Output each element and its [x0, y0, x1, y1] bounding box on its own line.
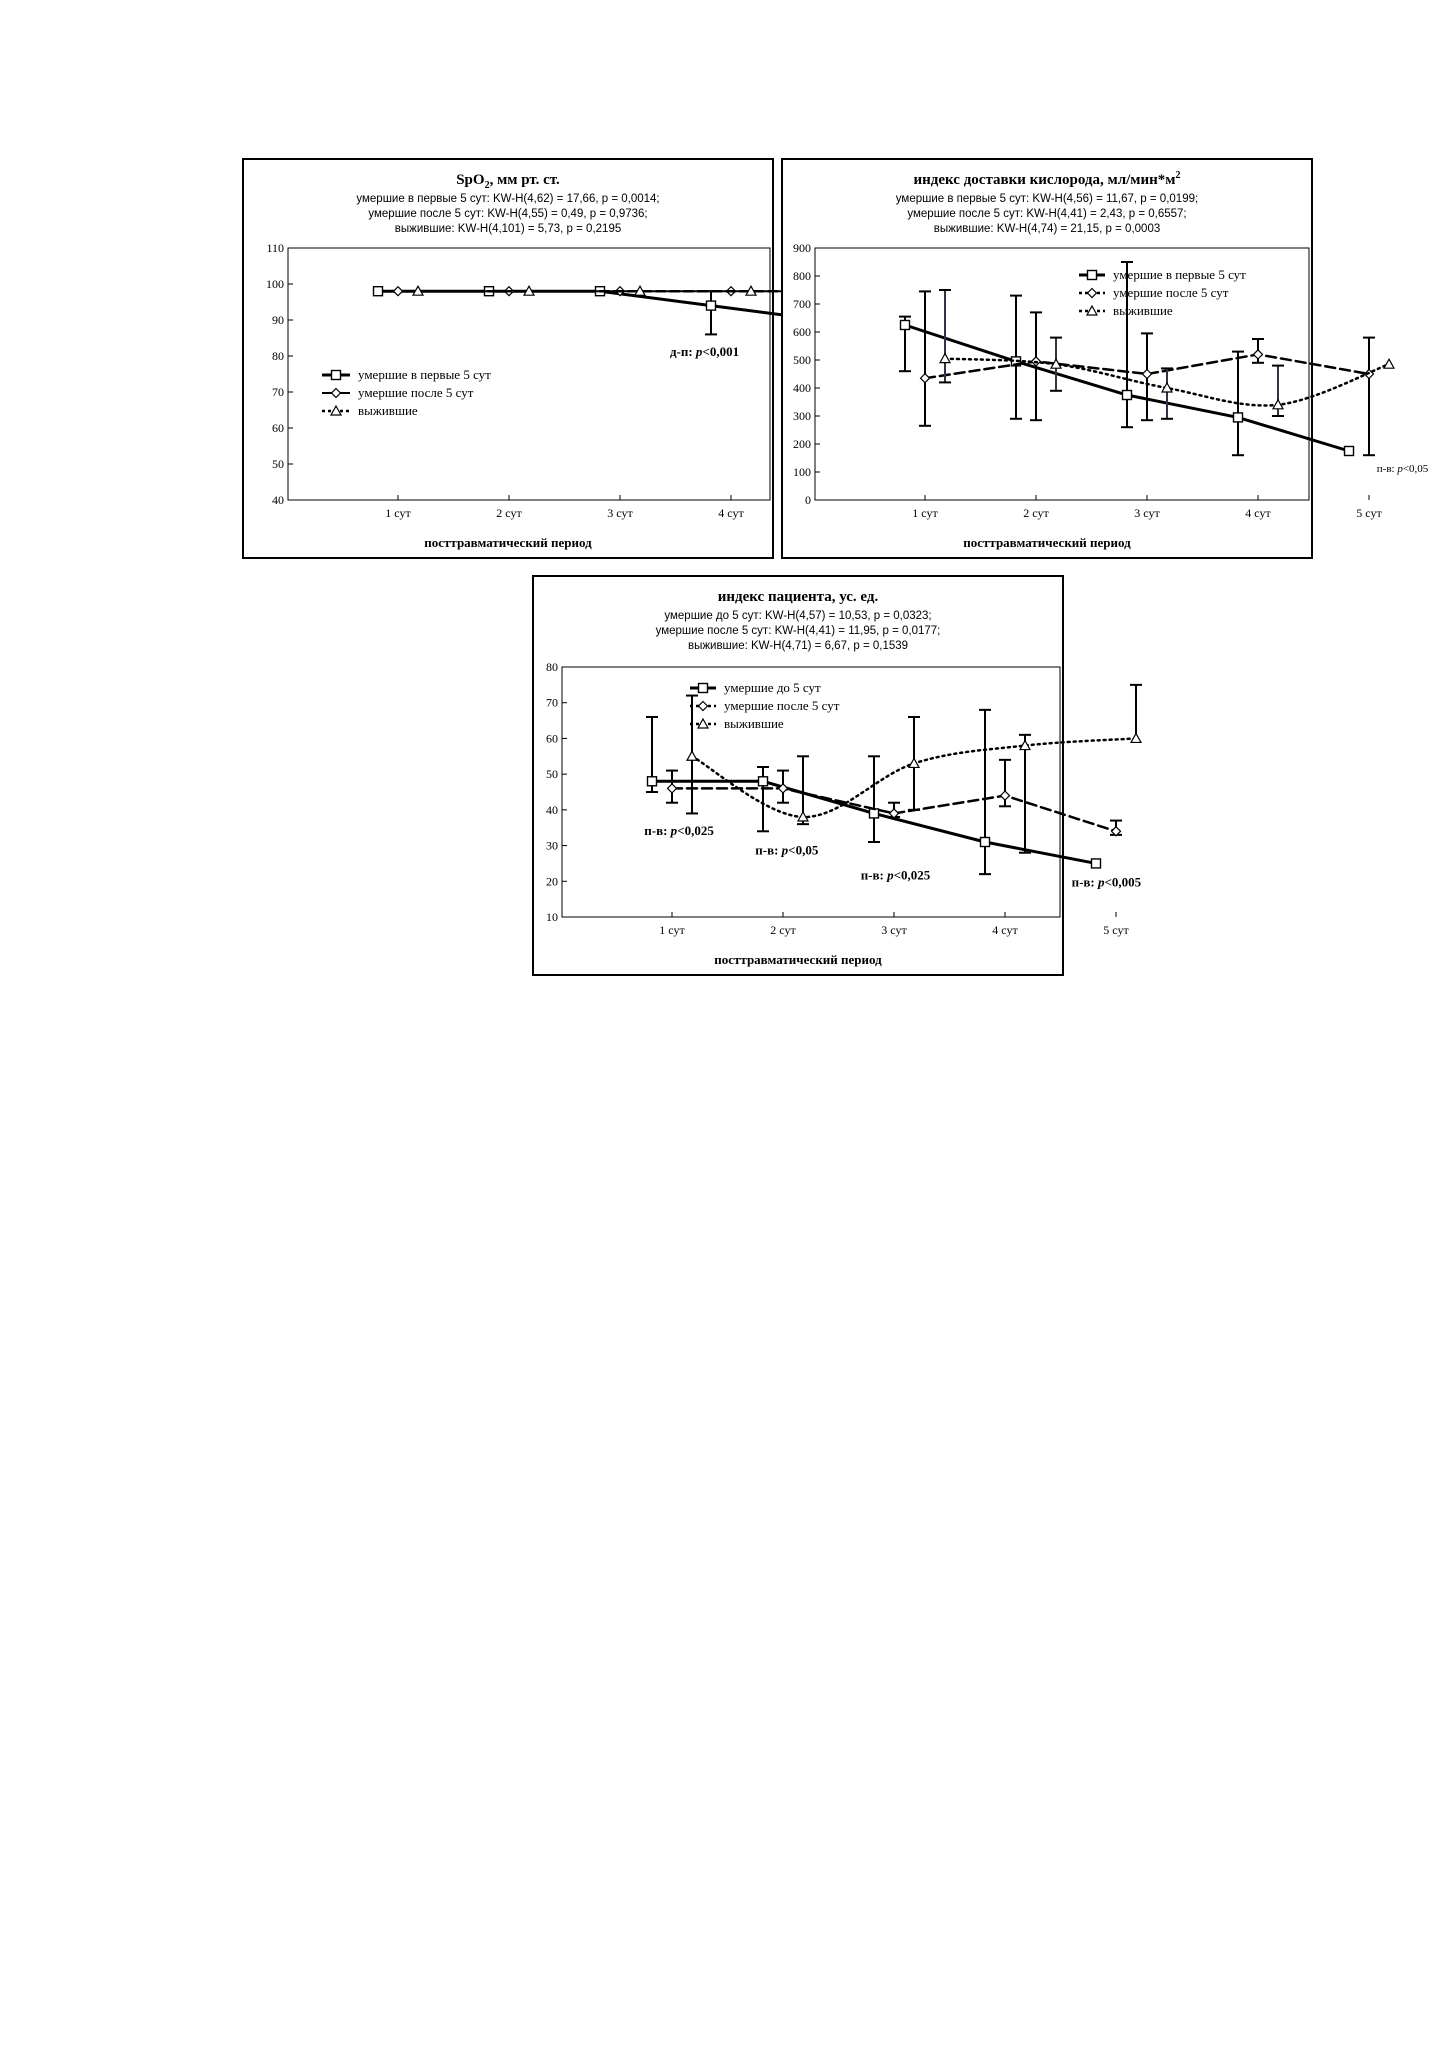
legend-label: умершие после 5 сут	[1113, 285, 1229, 300]
stat-line: умершие в первые 5 сут: KW-H(4,62) = 17,66, p = 0,0014;	[356, 193, 660, 205]
annotation: п-в: p<0,025	[860, 867, 931, 883]
legend	[690, 680, 840, 731]
y-tick-label: 0	[805, 493, 811, 507]
x-tick-label: 4 сут	[718, 506, 744, 520]
data-point	[909, 758, 919, 767]
y-tick-label: 60	[546, 731, 558, 746]
y-tick-label: 20	[546, 874, 558, 889]
legend-label: умершие в первые 5 сут	[1113, 267, 1246, 282]
x-tick-label: 2 сут	[770, 923, 796, 937]
stat-line: выжившие: KW-H(4,71) = 6,67, p = 0,1539	[687, 640, 909, 652]
x-tick-label: 1 сут	[659, 923, 685, 937]
series-0	[646, 710, 1101, 874]
y-tick-label: 30	[546, 838, 558, 853]
legend-marker	[331, 406, 341, 415]
stat-line: умершие после 5 сут: KW-H(4,41) = 2,43, p = 0,6557;	[907, 208, 1187, 220]
x-axis-label: посттравматический период	[424, 535, 592, 550]
legend	[1079, 267, 1246, 318]
stat-line: умершие в первые 5 сут: KW-H(4,56) = 11,67, p = 0,0199;	[895, 193, 1199, 205]
y-tick-label: 70	[272, 385, 284, 399]
y-tick-label: 500	[793, 353, 811, 367]
data-point	[707, 301, 716, 310]
x-tick-label: 3 сут	[607, 506, 633, 520]
y-tick-label: 100	[266, 277, 284, 291]
y-tick-label: 900	[793, 241, 811, 255]
chart-panel-oxygen-delivery	[781, 158, 1429, 559]
data-point	[1234, 413, 1243, 422]
y-tick-label: 300	[793, 409, 811, 423]
annotation: п-в: p<0,05	[755, 842, 819, 858]
chart-title: SpO$_2$, мм рт. ст.	[456, 172, 560, 191]
chart-panel-spo2	[242, 158, 774, 559]
stat-line: выжившие: KW-H(4,74) = 21,15, p = 0,0003	[933, 223, 1161, 235]
data-point	[394, 287, 403, 296]
legend-marker	[698, 719, 708, 728]
y-tick-label: 800	[793, 269, 811, 283]
y-tick-label: 90	[272, 313, 284, 327]
x-axis-label: посттравматический период	[714, 952, 882, 967]
x-tick-label: 2 сут	[1023, 506, 1049, 520]
chart-svg-2	[534, 577, 1142, 974]
x-tick-label: 4 сут	[1245, 506, 1271, 520]
annotation: п-в: p<0,05	[1376, 463, 1429, 475]
legend-marker	[332, 371, 341, 380]
data-point	[1384, 359, 1394, 368]
chart-panel-patient-index	[532, 575, 1142, 976]
chart-title: индекс доставки кислорода, $мл/мин*м^2$	[913, 170, 1181, 188]
error-bar	[1363, 338, 1375, 456]
legend	[322, 367, 491, 418]
legend-label: выжившие	[358, 403, 418, 418]
annotation: д-п: p<0,001	[669, 344, 740, 359]
stat-line: умершие после 5 сут: KW-H(4,55) = 0,49, p = 0,9736;	[368, 208, 648, 220]
error-bar	[705, 291, 717, 334]
error-bar	[1161, 368, 1173, 418]
legend-marker	[1087, 306, 1097, 315]
x-tick-label: 5 сут	[1356, 506, 1382, 520]
data-point	[648, 777, 657, 786]
legend-label: умершие до 5 сут	[724, 680, 821, 695]
x-tick-label: 5 сут	[1103, 923, 1129, 937]
x-tick-label: 1 сут	[385, 506, 411, 520]
data-point	[668, 784, 677, 793]
y-tick-label: 80	[272, 349, 284, 363]
y-tick-label: 60	[272, 421, 284, 435]
x-tick-label: 1 сут	[912, 506, 938, 520]
error-bar	[1019, 735, 1031, 853]
y-tick-label: 50	[272, 457, 284, 471]
legend-label: умершие в первые 5 сут	[358, 367, 491, 382]
data-point	[901, 321, 910, 330]
data-point	[1143, 370, 1152, 379]
stat-line: умершие до 5 сут: KW-H(4,57) = 10,53, p = 0,0323;	[664, 610, 932, 622]
x-tick-label: 4 сут	[992, 923, 1018, 937]
data-point	[759, 777, 768, 786]
error-bar	[979, 710, 991, 874]
data-point	[374, 287, 383, 296]
y-tick-label: 100	[793, 465, 811, 479]
x-axis-label: посттравматический период	[963, 535, 1131, 550]
stat-line: умершие после 5 сут: KW-H(4,41) = 11,95, p = 0,0177;	[655, 625, 941, 637]
annotation: п-в: p<0,005	[1071, 874, 1142, 890]
data-point	[1092, 859, 1101, 868]
data-point	[1131, 733, 1141, 742]
y-tick-label: 40	[272, 493, 284, 507]
legend-marker	[699, 684, 708, 693]
data-point	[687, 751, 697, 760]
chart-svg-0	[244, 160, 772, 557]
data-point	[870, 809, 879, 818]
annotation: п-в: p<0,025	[644, 822, 714, 838]
legend-marker	[1088, 289, 1097, 298]
legend-marker	[1088, 271, 1097, 280]
x-tick-label: 3 сут	[1134, 506, 1160, 520]
chart-svg-1	[783, 160, 1429, 557]
y-tick-label: 70	[546, 695, 558, 710]
series-1	[666, 760, 1122, 836]
legend-marker	[332, 389, 341, 398]
chart-title: индекс пациента, ус. ед.	[717, 589, 879, 605]
error-bar	[919, 291, 931, 425]
x-tick-label: 2 сут	[496, 506, 522, 520]
data-point	[1345, 447, 1354, 456]
x-tick-label: 3 сут	[881, 923, 907, 937]
stat-line: выжившие: KW-H(4,101) = 5,73, p = 0,2195	[394, 223, 622, 235]
y-tick-label: 110	[266, 241, 284, 255]
legend-label: умершие после 5 сут	[724, 698, 840, 713]
data-point	[940, 354, 950, 363]
error-bar	[868, 756, 880, 842]
y-tick-label: 10	[546, 910, 558, 924]
data-point	[1254, 350, 1263, 359]
data-point	[981, 838, 990, 847]
y-tick-label: 600	[793, 325, 811, 339]
data-point	[1001, 791, 1010, 800]
legend-label: выжившие	[1113, 303, 1173, 318]
y-tick-label: 400	[793, 381, 811, 395]
y-tick-label: 40	[546, 802, 558, 817]
y-tick-label: 80	[546, 660, 558, 674]
legend-label: умершие после 5 сут	[358, 385, 474, 400]
data-point	[1123, 391, 1132, 400]
y-tick-label: 200	[793, 437, 811, 451]
error-bar	[1130, 685, 1142, 739]
y-tick-label: 700	[793, 297, 811, 311]
legend-marker	[699, 702, 708, 711]
y-tick-label: 50	[546, 767, 558, 782]
data-point	[921, 374, 930, 383]
legend-label: выжившие	[724, 716, 784, 731]
